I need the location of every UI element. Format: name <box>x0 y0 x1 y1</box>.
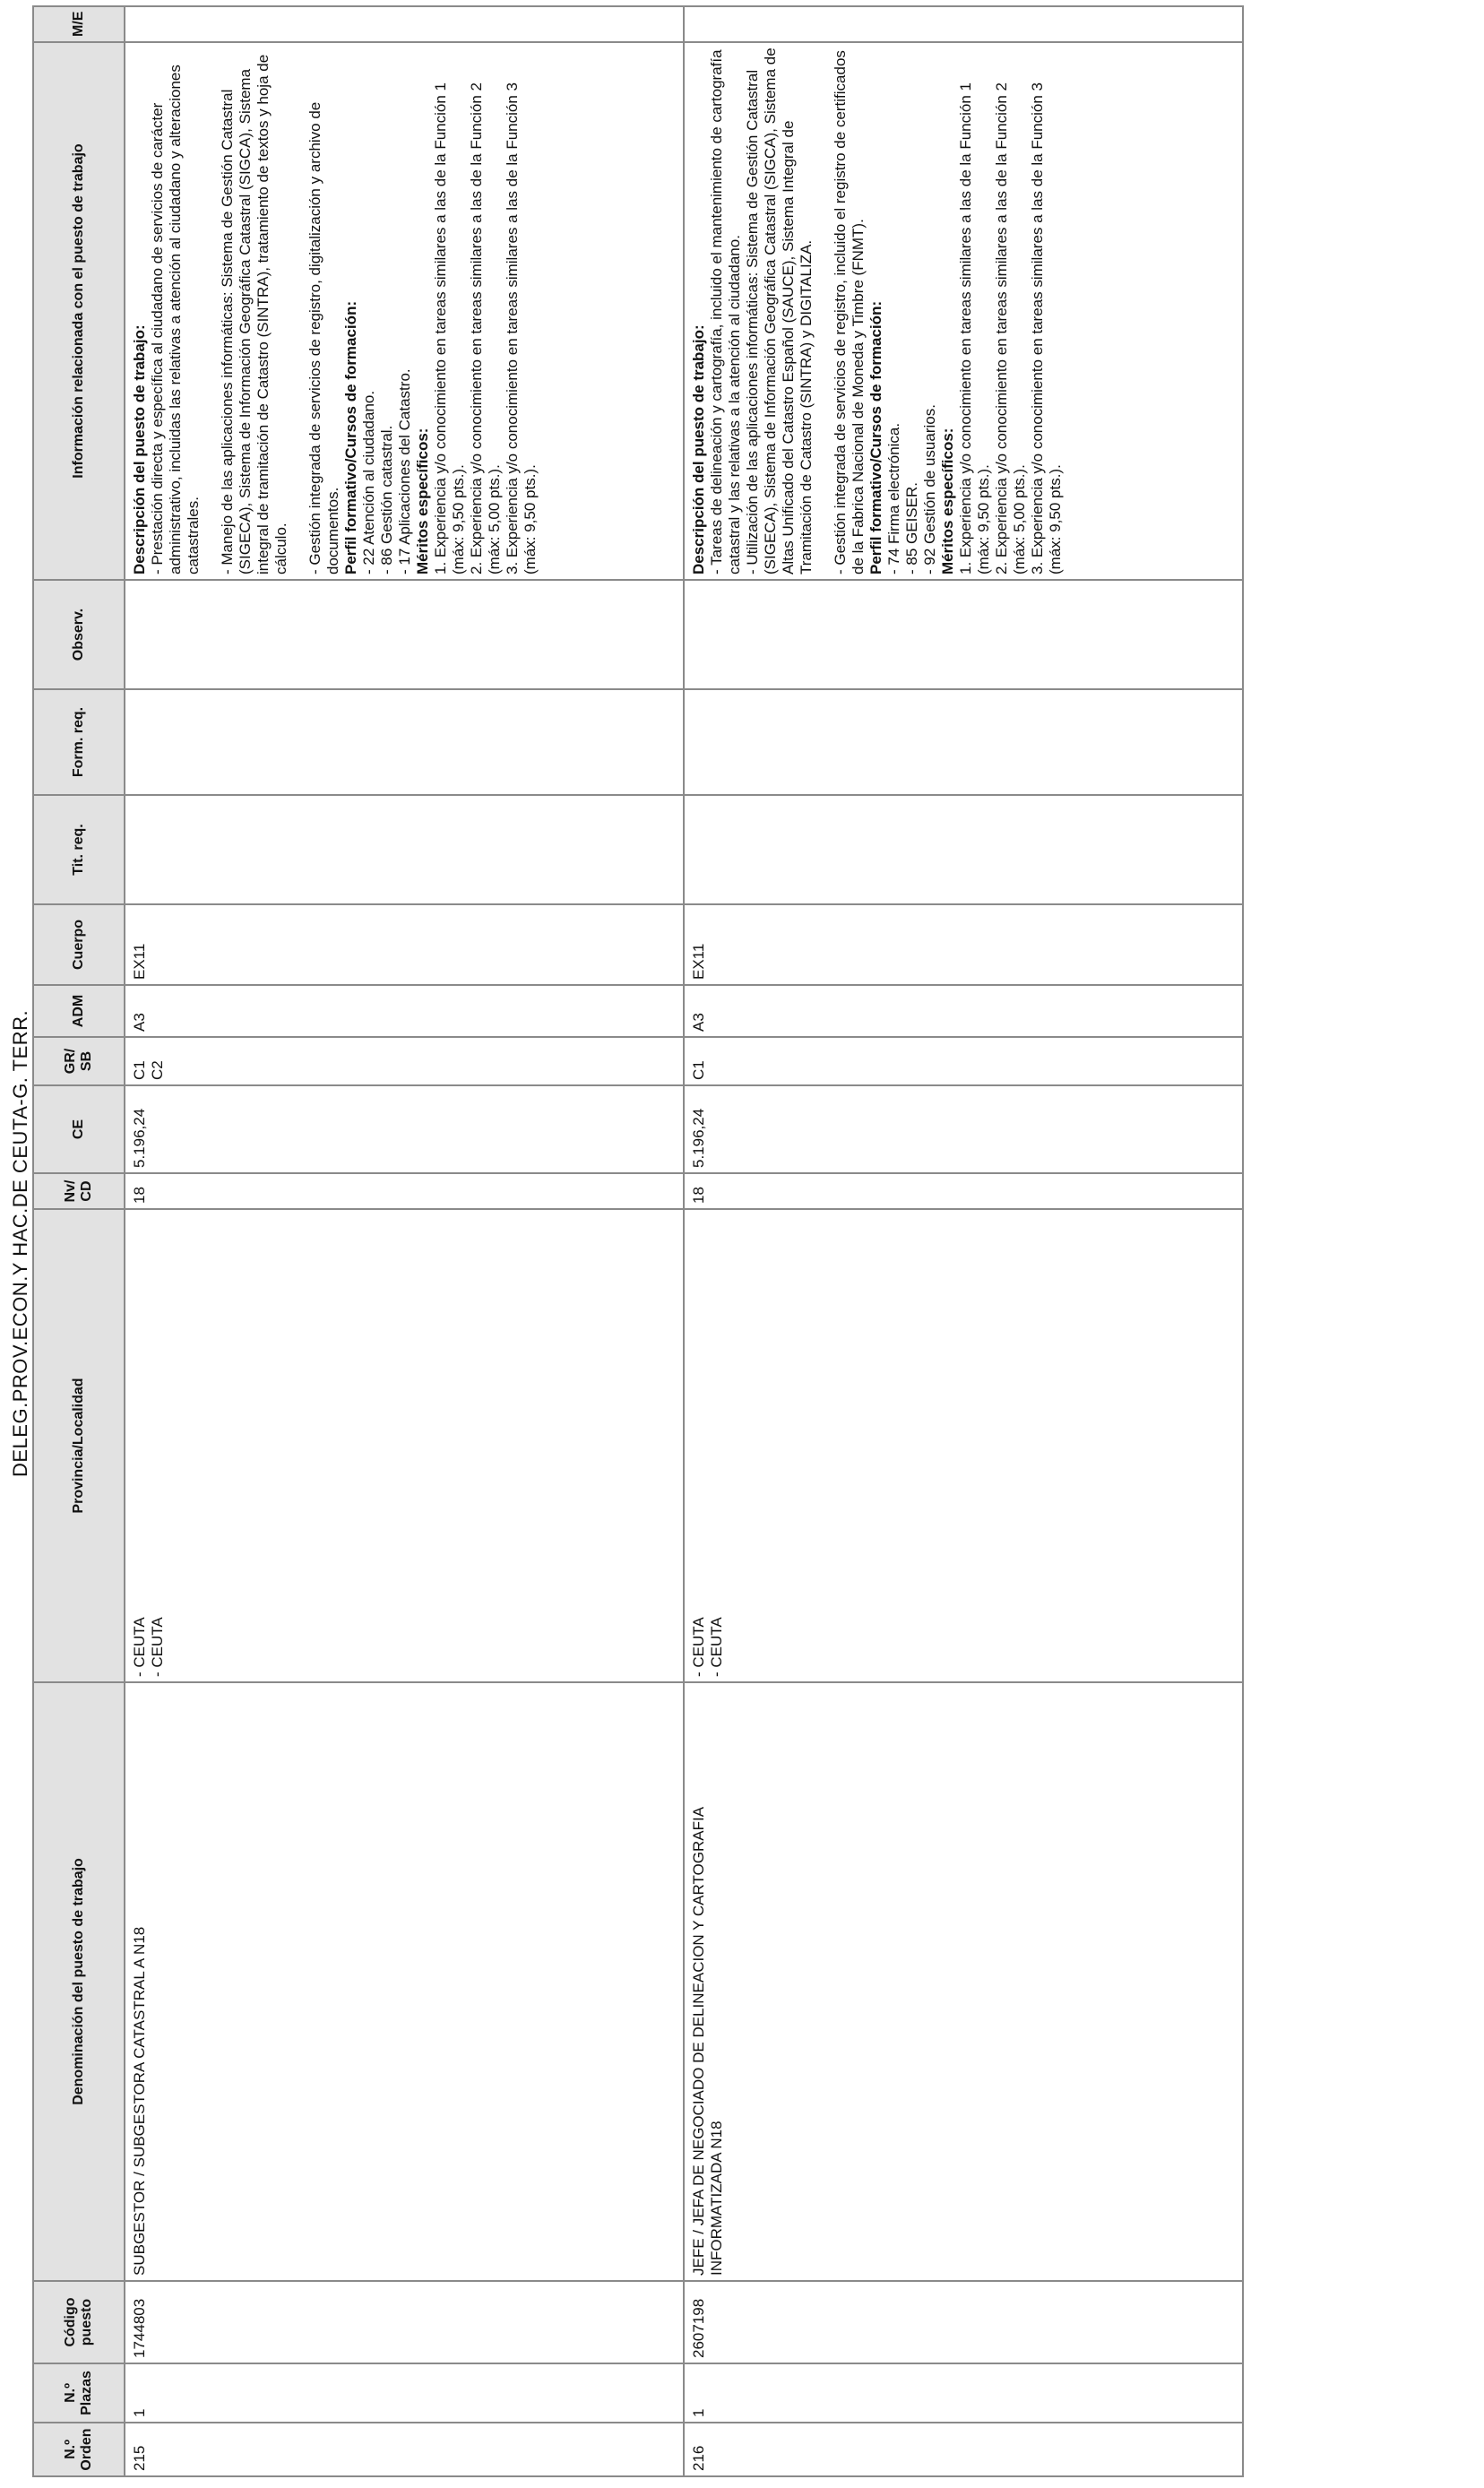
cell-titulacion <box>684 795 1243 904</box>
cell-adm: A3 <box>125 985 684 1037</box>
table-row <box>684 6 1243 2476</box>
info-heading: Perfil formativo/Cursos de formación: <box>867 300 884 574</box>
info-line: 1. Experiencia y/o conocimiento en tareas similares a las de la Función 1 (máx: 9,50 pts.). <box>432 82 467 574</box>
cell-informacion <box>684 42 1243 580</box>
paragraph-gap <box>290 48 306 574</box>
cell-observaciones <box>125 580 684 689</box>
header-cuerpo: Cuerpo <box>33 904 125 985</box>
cell-grupo <box>125 1037 684 1085</box>
paragraph-gap <box>815 48 832 574</box>
cell-provincia <box>125 1209 684 1682</box>
cell-denominacion: JEFE / JEFA DE NEGOCIADO DE DELINEACION Y CARTOGRAFIA INFORMATIZADA N18 <box>684 1682 1243 2281</box>
page-caption: DELEG.PROV.ECON.Y HAC.DE CEUTA-G. TERR. <box>9 1009 31 1477</box>
header-observaciones: Observ. <box>33 580 125 689</box>
header-orden: N.º Orden <box>33 2423 125 2476</box>
info-line: - Gestión integrada de servicios de registro, incluido el registro de certificados de la Fabrica Nacional de Moneda y Timbre (FNMT). <box>832 50 867 574</box>
header-plazas: N.º Plazas <box>33 2363 125 2423</box>
info-heading: Descripción del puesto de trabajo: <box>690 324 707 574</box>
cell-me <box>125 6 684 42</box>
cell-provincia <box>684 1209 1243 1682</box>
info-line: - 92 Gestión de usuarios. <box>921 404 938 574</box>
info-heading: Méritos específicos: <box>414 428 431 574</box>
info-line: - Utilización de las aplicaciones informáticas: Sistema de Gestión Catastral (SIGECA), Sistema de Información Geográfica Catastral (SIGCA), Sistema de Altas Unificado del Catastro Español (SAUCE), Sistema Integral de Tramitación de Catastro (SINTRA) y DIGITALIZA. <box>744 48 815 574</box>
header-provincia: Provincia/Localidad <box>33 1209 125 1682</box>
cell-codigo: 1744803 <box>125 2281 684 2363</box>
cell-cuerpo: EX11 <box>684 904 1243 985</box>
header-me: M/E <box>33 6 125 42</box>
cell-observaciones <box>684 580 1243 689</box>
header-informacion: Información relacionada con el puesto de trabajo <box>33 42 125 580</box>
info-heading: Descripción del puesto de trabajo: <box>131 324 148 574</box>
grupo-value: C1 <box>690 1060 707 1080</box>
info-line: - Gestión integrada de servicios de registro, digitalización y archivo de documentos. <box>306 101 341 574</box>
grupo-value: C1 <box>131 1060 148 1080</box>
info-line: - 17 Aplicaciones del Catastro. <box>396 368 413 574</box>
cell-formacion <box>125 689 684 795</box>
cell-plazas: 1 <box>684 2363 1243 2423</box>
info-line: 2. Experiencia y/o conocimiento en tareas similares a las de la Función 2 (máx: 5,00 pts.). <box>993 82 1028 574</box>
header-formacion: Form. req. <box>33 689 125 795</box>
header-ce: CE <box>33 1085 125 1173</box>
info-line: 2. Experiencia y/o conocimiento en tareas similares a las de la Función 2 (máx: 5,00 pts.). <box>468 82 503 574</box>
job-positions-table <box>32 5 1244 2477</box>
cell-informacion <box>125 42 684 580</box>
cell-formacion <box>684 689 1243 795</box>
provincia-value: - CEUTA <box>690 1617 707 1677</box>
info-line: - Manejo de las aplicaciones informáticas: Sistema de Gestión Catastral (SIGECA), Sistema de Información Geográfica Catastral (SIGCA), Sistema integral de tramitación de Catastro (SINTRA), tratamiento de textos y hoja de cálculo. <box>219 54 289 574</box>
provincia-value: - CEUTA <box>131 1617 148 1677</box>
cell-me <box>684 6 1243 42</box>
cell-nivel: 18 <box>125 1173 684 1209</box>
header-adm: ADM <box>33 985 125 1037</box>
cell-cuerpo: EX11 <box>125 904 684 985</box>
header-codigo: Código puesto <box>33 2281 125 2363</box>
localidad-value: - CEUTA <box>149 1617 166 1677</box>
cell-adm: A3 <box>684 985 1243 1037</box>
cell-ce: 5.196,24 <box>684 1085 1243 1173</box>
info-line: - 85 GEISER. <box>903 482 920 574</box>
cell-titulacion <box>125 795 684 904</box>
header-denominacion: Denominación del puesto de trabajo <box>33 1682 125 2281</box>
cell-nivel: 18 <box>684 1173 1243 1209</box>
header-grupo: GR/ SB <box>33 1037 125 1085</box>
subgrupo-value: C2 <box>149 1060 166 1080</box>
info-line: - Prestación directa y específica al ciudadano de servicios de carácter administrativo, incluidas las relativas a atención al ciudadano y alteraciones catastrales. <box>149 65 202 574</box>
cell-denominacion: SUBGESTOR / SUBGESTORA CATASTRAL A N18 <box>125 1682 684 2281</box>
info-heading: Perfil formativo/Cursos de formación: <box>342 300 359 574</box>
info-line: - 74 Firma electrónica. <box>885 422 902 574</box>
header-row <box>33 6 125 2476</box>
cell-codigo: 2607198 <box>684 2281 1243 2363</box>
info-line: - 22 Atención al ciudadano. <box>360 390 377 574</box>
info-line: 1. Experiencia y/o conocimiento en tareas similares a las de la Función 1 (máx: 9,50 pts.). <box>957 82 992 574</box>
info-line: 3. Experiencia y/o conocimiento en tareas similares a las de la Función 3 (máx: 9,50 pts.). <box>1029 82 1064 574</box>
header-titulacion: Tit. req. <box>33 795 125 904</box>
cell-orden: 216 <box>684 2423 1243 2476</box>
info-line: - 86 Gestión catastral. <box>378 425 395 574</box>
localidad-value: - CEUTA <box>708 1617 725 1677</box>
header-nivel: Nv/ CD <box>33 1173 125 1209</box>
cell-ce: 5.196,24 <box>125 1085 684 1173</box>
info-heading: Méritos específicos: <box>939 428 956 574</box>
info-line: - Tareas de delineación y cartografía, incluido el mantenimiento de cartografía catastral y las relativas a la atención al ciudadano. <box>708 49 743 574</box>
info-line: 3. Experiencia y/o conocimiento en tareas similares a las de la Función 3 (máx: 9,50 pts.). <box>504 82 539 574</box>
cell-orden: 215 <box>125 2423 684 2476</box>
table-row <box>125 6 684 2476</box>
paragraph-gap <box>203 48 219 574</box>
cell-grupo <box>684 1037 1243 1085</box>
cell-plazas: 1 <box>125 2363 684 2423</box>
